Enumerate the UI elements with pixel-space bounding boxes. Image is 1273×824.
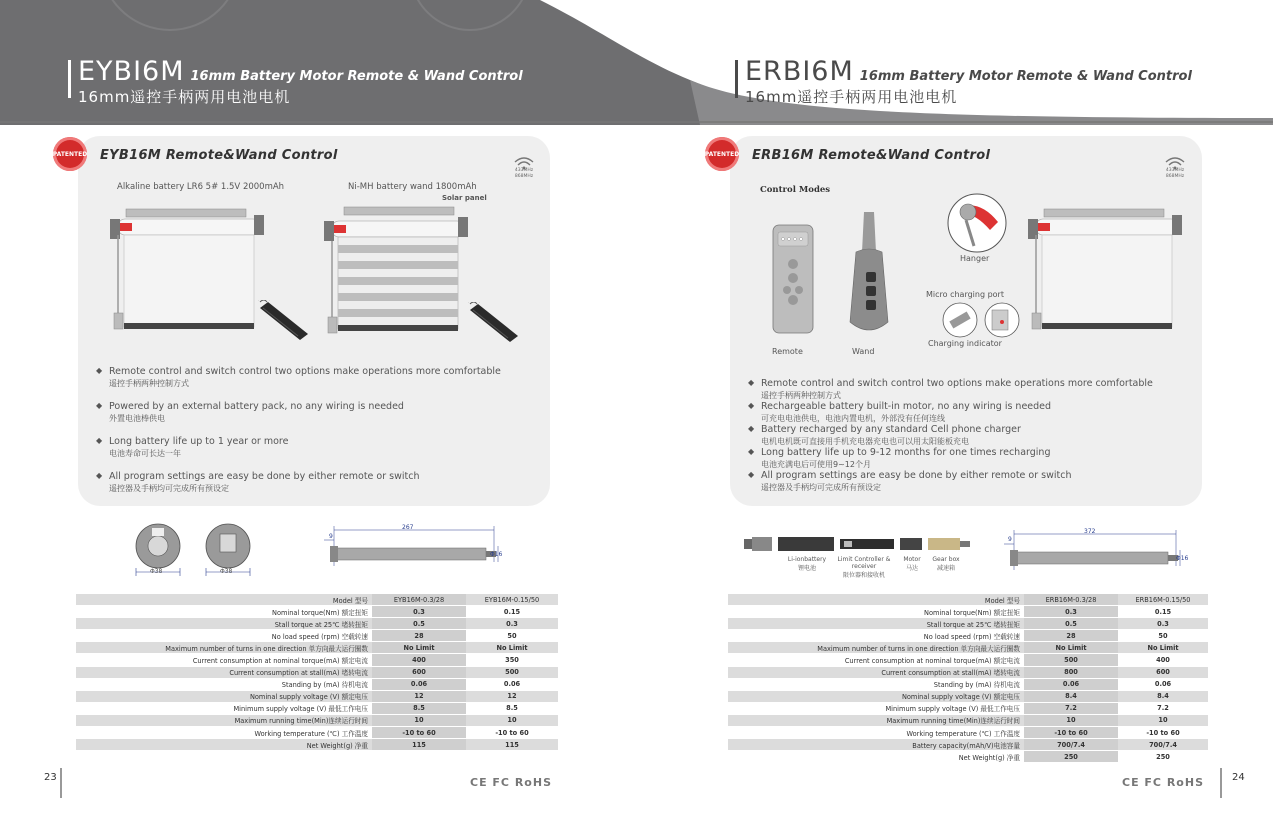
right-feature-cn: 遥控器及手柄均可完成所有预设定 [761, 483, 881, 492]
right-part-motor-cn: 马达 [905, 565, 918, 572]
left-spec-row [76, 691, 558, 703]
right-label-remote: Remote [772, 347, 803, 356]
left-spec-header-model-2: EYB16M-0.15/50 [484, 595, 540, 604]
right-spec-label: Nominal torque(Nm) 额定扭矩 [924, 608, 1020, 617]
right-motor-parts-drawing [744, 533, 974, 555]
left-spec-value-2: 8.5 [506, 704, 518, 713]
left-spec-row [76, 667, 558, 679]
left-caption-solar: Solar panel [442, 194, 487, 202]
left-spec-label: Stall torque at 25℃ 堵转扭矩 [274, 620, 368, 629]
left-feature-item [96, 471, 536, 494]
right-panel-title: ERB16M Remote&Wand Control [752, 148, 991, 163]
left-motor-tube-drawing [320, 522, 510, 574]
right-spec-value-2: 10 [1158, 716, 1168, 725]
left-feature-cn: 电池寿命可长达一年 [109, 449, 181, 458]
left-spec-value-2: 350 [505, 656, 519, 665]
left-feature-en: ◆ Remote control and switch control two options make operations more comfortable [109, 366, 501, 377]
right-spec-header [728, 594, 1208, 606]
left-title-bar [68, 60, 71, 98]
right-spec-label: Battery capacity(mAh/V)电池容量 [912, 741, 1020, 750]
right-feature-list [748, 378, 1188, 493]
right-spec-label: Current consumption at stall(mA) 堵转电流 [881, 669, 1020, 678]
right-spec-value-1: -10 to 60 [1024, 727, 1118, 738]
right-spec-label: Net Weight(g) 净重 [958, 753, 1020, 762]
right-feature-cn: 电机电机既可直接用手机充电器充电也可以用太阳能板充电 [761, 437, 969, 446]
left-wifi-freq-2: 868MHz [514, 174, 534, 179]
right-roller-blind-illustration [1022, 205, 1187, 335]
right-label-wand: Wand [852, 347, 875, 356]
right-spec-row [728, 606, 1208, 618]
right-spec-value-2: 0.3 [1157, 619, 1169, 628]
left-spec-row [76, 703, 558, 715]
left-spec-label: Current consumption at nominal torque(mA) 额定电流 [192, 657, 368, 666]
right-spec-value-1: 0.06 [1024, 679, 1118, 690]
right-spec-row [728, 630, 1208, 642]
right-spec-label: Nominal supply voltage (V) 额定电压 [901, 693, 1020, 702]
wand-icon [846, 212, 892, 338]
right-spec-label: Minimum supply voltage (V) 最低工作电压 [885, 705, 1020, 714]
left-caption-alkaline: Alkaline battery LR6 5# 1.5V 2000mAh [117, 182, 285, 192]
right-spec-header-label: Model 型号 [984, 596, 1020, 605]
left-feature-cn: 遥控器及手柄均可完成所有预设定 [109, 484, 229, 493]
right-spec-value-2: 8.4 [1157, 692, 1169, 701]
right-feature-item [748, 470, 1188, 493]
right-spec-row [728, 667, 1208, 679]
left-remote-icon [258, 300, 318, 350]
right-spec-value-2: 0.06 [1154, 680, 1172, 689]
right-feature-cn: 电池充满电后可使用9~12个月 [761, 460, 871, 469]
right-spec-value-1: 800 [1024, 667, 1118, 678]
left-caption-nimh: Ni-MH battery wand 1800mAh [348, 182, 477, 192]
left-spec-label: Minimum supply voltage (V) 最低工作电压 [233, 705, 368, 714]
right-spec-value-1: 7.2 [1024, 703, 1118, 714]
right-spec-row [728, 642, 1208, 654]
left-dim-offset: 9 [329, 533, 333, 540]
right-spec-value-2: 0.15 [1154, 607, 1172, 616]
left-spec-label: Current consumption at stall(mA) 堵转电流 [229, 669, 368, 678]
left-spec-value-2: 500 [505, 668, 519, 677]
right-part-battery-cn: 锂电池 [797, 565, 816, 572]
right-spec-row [728, 703, 1208, 715]
right-spec-value-1: No Limit [1024, 642, 1118, 653]
right-part-controller-en: Limit Controller & receiver [837, 556, 891, 570]
left-spec-row [76, 679, 558, 691]
left-dim-d2: Φ38 [220, 568, 233, 575]
left-roller-blind-illustration [104, 205, 269, 335]
left-spec-row [76, 606, 558, 618]
right-part-gearbox-cn: 减速箱 [936, 565, 955, 572]
right-spec-value-2: 400 [1156, 656, 1170, 665]
left-spec-value-1: 12 [372, 691, 466, 702]
left-spec-value-2: 50 [507, 631, 517, 640]
right-spec-label: No load speed (rpm) 空载转速 [923, 632, 1020, 641]
right-feature-item [748, 401, 1188, 424]
left-zebra-blind-illustration [318, 205, 478, 345]
right-spec-value-2: No Limit [1147, 643, 1179, 652]
hanger-icon [946, 192, 1008, 254]
left-spec-header-label: Model 型号 [332, 596, 368, 605]
left-spec-header-model-1: EYB16M-0.3/28 [372, 594, 466, 605]
left-feature-en: ◆ All program settings are easy be done by either remote or switch [109, 471, 420, 482]
right-spec-value-1: 0.3 [1024, 606, 1118, 617]
right-feature-en: ◆ Remote control and switch control two options make operations more comfortable [761, 378, 1153, 389]
left-dim-d1: Φ38 [150, 568, 163, 575]
right-part-battery-en: Li-ionbattery [787, 556, 827, 563]
right-spec-row [728, 618, 1208, 630]
right-part-controller [834, 556, 894, 579]
right-spec-value-1: 0.5 [1024, 618, 1118, 629]
right-title-bar [735, 60, 738, 98]
left-spec-value-2: 0.06 [503, 680, 521, 689]
right-spec-label: Working temperature (℃) 工作温度 [906, 729, 1020, 738]
left-spec-value-1: 28 [372, 630, 466, 641]
left-spec-label: Working temperature (℃) 工作温度 [254, 729, 368, 738]
right-feature-en: ◆ Rechargeable battery built-in motor, no any wiring is needed [761, 401, 1052, 412]
right-spec-value-1: 250 [1024, 751, 1118, 762]
left-spec-row [76, 618, 558, 630]
left-spec-row [76, 654, 558, 666]
right-part-gearbox-en: Gear box [932, 556, 960, 563]
right-spec-table [728, 594, 1208, 763]
left-spec-row [76, 642, 558, 654]
left-page-rule [60, 768, 62, 798]
right-spec-header-model-1: ERB16M-0.3/28 [1024, 594, 1118, 605]
left-spec-label: Maximum number of turns in one direction 单方向最大运行圈数 [165, 644, 368, 653]
right-spec-row [728, 654, 1208, 666]
left-model-name: EYBI6M [78, 56, 185, 87]
right-part-battery [784, 556, 830, 572]
right-spec-value-2: 7.2 [1157, 704, 1169, 713]
left-spec-label: Nominal torque(Nm) 额定扭矩 [272, 608, 368, 617]
right-spec-value-2: 700/7.4 [1149, 740, 1177, 749]
right-spec-label: Current consumption at nominal torque(mA) 额定电流 [844, 657, 1020, 666]
right-patented-badge: PATENTED [705, 137, 739, 171]
right-spec-label: Maximum number of turns in one direction 单方向最大运行圈数 [817, 644, 1020, 653]
right-spec-value-1: 28 [1024, 630, 1118, 641]
right-spec-value-2: 250 [1156, 752, 1170, 761]
right-spec-value-2: 600 [1156, 668, 1170, 677]
left-dim-length: 267 [402, 524, 414, 531]
right-dim-offset: 9 [1008, 536, 1012, 543]
left-page-number: 23 [44, 772, 57, 783]
right-part-motor-en: Motor [903, 556, 921, 563]
left-feature-cn: 外置电池棒供电 [109, 414, 165, 423]
right-spec-label: Stall torque at 25℃ 堵转扭矩 [926, 620, 1020, 629]
left-spec-value-2: 0.15 [503, 607, 521, 616]
left-spec-value-1: 400 [372, 654, 466, 665]
right-part-controller-cn: 限位器和接收机 [842, 572, 885, 579]
right-spec-row [728, 727, 1208, 739]
remote-control-icon [772, 224, 814, 334]
right-cn-title: 16mm遥控手柄两用电池电机 [745, 88, 958, 106]
right-spec-row [728, 739, 1208, 751]
left-spec-label: Standing by (mA) 待机电流 [281, 681, 368, 690]
left-spec-value-2: -10 to 60 [495, 728, 529, 737]
left-spec-value-2: 0.3 [506, 619, 518, 628]
right-label-hanger: Hanger [960, 254, 990, 263]
right-feature-cn: 遥控手柄两种控制方式 [761, 391, 841, 400]
right-spec-value-1: 10 [1024, 715, 1118, 726]
right-spec-value-1: 700/7.4 [1024, 739, 1118, 750]
right-spec-row [728, 679, 1208, 691]
left-spec-header [76, 594, 558, 606]
right-spec-header-model-2: ERB16M-0.15/50 [1135, 595, 1191, 604]
left-spec-row [76, 715, 558, 727]
left-feature-en: ◆ Long battery life up to 1 year or more [109, 436, 289, 447]
left-spec-label: No load speed (rpm) 空载转速 [271, 632, 368, 641]
left-spec-label: Net Weight(g) 净重 [306, 741, 368, 750]
left-spec-row [76, 727, 558, 739]
left-spec-value-1: No Limit [372, 642, 466, 653]
right-spec-value-2: 50 [1158, 631, 1168, 640]
right-wifi-freq-1: 433MHz [1165, 168, 1185, 173]
left-spec-value-1: 0.06 [372, 679, 466, 690]
left-feature-item [96, 401, 536, 424]
left-spec-value-1: 600 [372, 667, 466, 678]
right-model-name: ERBI6M [745, 56, 854, 87]
right-feature-en: ◆ Battery recharged by any standard Cell phone charger [761, 424, 1021, 435]
left-spec-value-1: 115 [372, 739, 466, 750]
right-feature-item [748, 378, 1188, 401]
left-spec-value-2: 12 [507, 692, 517, 701]
left-feature-list [96, 366, 536, 506]
left-patented-badge: PATENTED [53, 137, 87, 171]
left-model-subtitle: 16mm Battery Motor Remote & Wand Control [190, 69, 523, 84]
left-feature-en: ◆ Powered by an external battery pack, no any wiring is needed [109, 401, 404, 412]
left-spec-row [76, 630, 558, 642]
right-spec-value-1: 500 [1024, 654, 1118, 665]
right-part-gearbox [928, 556, 964, 572]
right-feature-item [748, 447, 1188, 470]
right-spec-row [728, 751, 1208, 763]
left-spec-value-2: No Limit [496, 643, 528, 652]
right-feature-en: ◆ Long battery life up to 9-12 months for one times recharging [761, 447, 1051, 458]
right-spec-value-1: 8.4 [1024, 691, 1118, 702]
right-label-micro-port: Micro charging port [926, 290, 1004, 299]
left-cn-title: 16mm遥控手柄两用电池电机 [78, 88, 291, 106]
left-feature-item [96, 436, 536, 459]
right-spec-value-2: -10 to 60 [1146, 728, 1180, 737]
right-spec-label: Maximum running time(Min)连续运行时间 [886, 717, 1020, 726]
right-dim-dia: Φ16 [1176, 555, 1189, 562]
charging-port-icon [940, 300, 1030, 340]
right-control-modes-label: Control Modes [760, 185, 831, 195]
right-feature-en: ◆ All program settings are easy be done by either remote or switch [761, 470, 1072, 481]
right-spec-row [728, 691, 1208, 703]
left-dim-dia: Φ16 [490, 551, 503, 558]
left-wifi-freq-1: 433MHz [514, 168, 534, 173]
left-title [78, 56, 523, 87]
left-spec-value-2: 115 [505, 740, 519, 749]
right-dim-length: 372 [1084, 528, 1096, 535]
right-cert-marks: CE FC RoHS [1122, 776, 1204, 789]
left-spec-value-1: 0.5 [372, 618, 466, 629]
left-spec-table [76, 594, 558, 751]
right-model-subtitle: 16mm Battery Motor Remote & Wand Control [859, 69, 1192, 84]
right-spec-row [728, 715, 1208, 727]
right-page-number: 24 [1232, 772, 1245, 783]
left-cert-marks: CE FC RoHS [470, 776, 552, 789]
left-spec-value-1: 8.5 [372, 703, 466, 714]
right-page-rule [1220, 768, 1222, 798]
left-spec-value-2: 10 [507, 716, 517, 725]
left-spec-value-1: 0.3 [372, 606, 466, 617]
right-feature-item [748, 424, 1188, 447]
left-panel-title: EYB16M Remote&Wand Control [100, 148, 338, 163]
left-spec-label: Maximum running time(Min)连续运行时间 [234, 717, 368, 726]
left-spec-value-1: 10 [372, 715, 466, 726]
right-part-motor [898, 556, 926, 572]
left-spec-label: Nominal supply voltage (V) 额定电压 [249, 693, 368, 702]
left-spec-row [76, 739, 558, 751]
right-label-charging-indicator: Charging indicator [928, 339, 1002, 348]
left-remote-icon-2 [468, 302, 528, 352]
left-spec-value-1: -10 to 60 [372, 727, 466, 738]
right-feature-cn: 可充电电池供电，电池内置电机，外部没有任何连线 [761, 414, 945, 423]
right-spec-label: Standing by (mA) 待机电流 [933, 681, 1020, 690]
left-feature-item [96, 366, 536, 389]
right-wifi-freq-2: 868MHz [1165, 174, 1185, 179]
left-feature-cn: 遥控手柄两种控制方式 [109, 379, 189, 388]
right-motor-tube-drawing [1000, 526, 1192, 578]
right-title [745, 56, 1192, 87]
